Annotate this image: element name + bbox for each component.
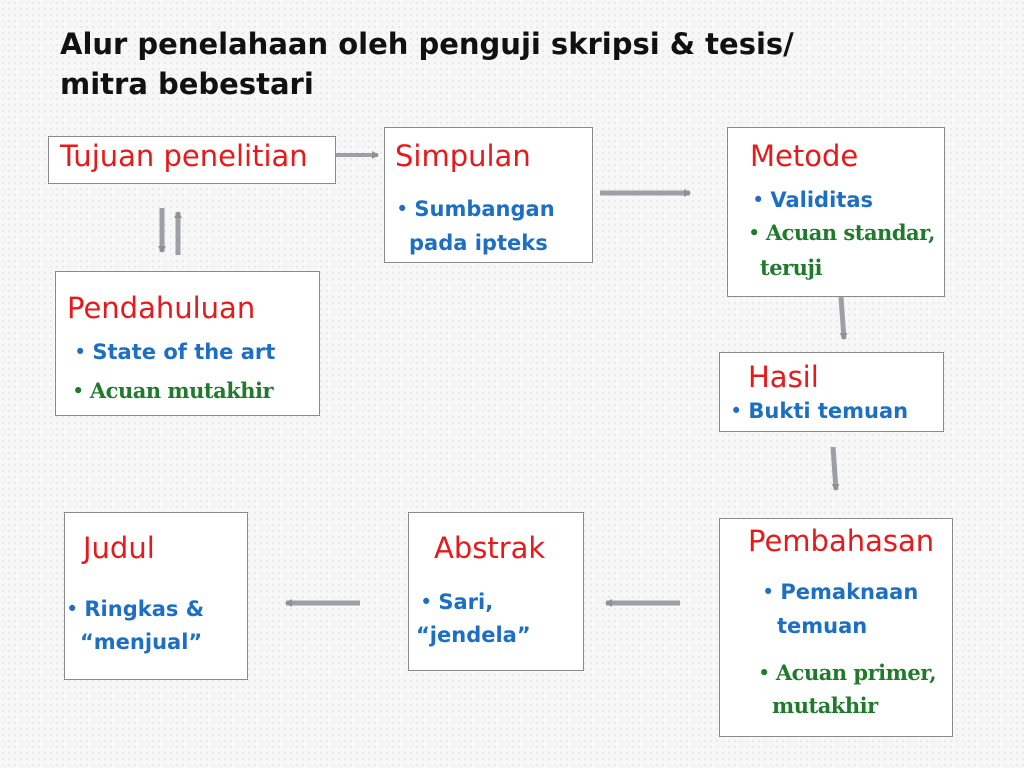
title-line-1: Alur penelahaan oleh penguji skripsi & tesis/ (60, 27, 794, 61)
node-hasil-point (730, 394, 908, 428)
node-metode-heading: Metode (750, 139, 859, 173)
node-pembahasan-note-1: Acuan primer, (775, 660, 937, 685)
node-pendahuluan-note-1: Acuan mutakhir (89, 378, 274, 403)
bullet-icon: • (762, 580, 775, 604)
node-abstrak-point-cont: “jendela” (416, 623, 531, 647)
node-abstrak-point (420, 585, 493, 619)
bullet-icon: • (758, 661, 770, 685)
node-pendahuluan-point (74, 335, 275, 369)
node-judul-point (66, 592, 204, 626)
bullet-icon: • (74, 340, 87, 364)
node-metode-note (748, 218, 935, 248)
node-judul-heading: Judul (83, 531, 155, 565)
node-judul-point-1: Ringkas & (84, 597, 205, 621)
bullet-icon: • (730, 399, 743, 423)
node-hasil-point-1: Bukti temuan (748, 399, 909, 423)
node-pembahasan-point (762, 575, 918, 609)
node-metode-note-1: Acuan standar, (765, 220, 935, 245)
node-judul-point-cont: “menjual” (80, 630, 203, 654)
node-pembahasan-note (758, 658, 936, 688)
node-metode-note-cont: teruji (760, 255, 822, 280)
node-abstrak-heading: Abstrak (434, 531, 546, 565)
node-hasil-heading: Hasil (748, 360, 819, 394)
node-simpulan-heading: Simpulan (395, 139, 531, 173)
node-tujuan-heading: Tujuan penelitian (60, 139, 308, 173)
node-metode-point-1: Validitas (770, 188, 874, 212)
bullet-icon: • (748, 221, 760, 245)
node-pembahasan-point-cont: temuan (777, 614, 868, 638)
node-pembahasan-heading: Pembahasan (748, 524, 935, 558)
arrow-metode-to-hasil (841, 297, 844, 339)
node-pembahasan-note-cont: mutakhir (772, 693, 878, 718)
bullet-icon: • (396, 197, 409, 221)
node-pendahuluan-note (72, 376, 273, 406)
title-line-2: mitra bebestari (60, 67, 314, 101)
node-simpulan-point-cont: pada ipteks (409, 231, 548, 255)
node-pendahuluan-heading: Pendahuluan (67, 291, 256, 325)
node-simpulan-point-1: Sumbangan (414, 197, 555, 221)
node-abstrak-point-1: Sari, (438, 590, 494, 614)
bullet-icon: • (66, 597, 79, 621)
arrow-hasil-to-pembahasan (833, 447, 836, 490)
node-pendahuluan-point-1: State of the art (92, 340, 276, 364)
bullet-icon: • (420, 590, 433, 614)
node-pembahasan-point-1: Pemaknaan (780, 580, 919, 604)
bullet-icon: • (72, 379, 84, 403)
node-simpulan-point (396, 192, 555, 226)
node-metode-point (752, 183, 873, 217)
bullet-icon: • (752, 188, 765, 212)
